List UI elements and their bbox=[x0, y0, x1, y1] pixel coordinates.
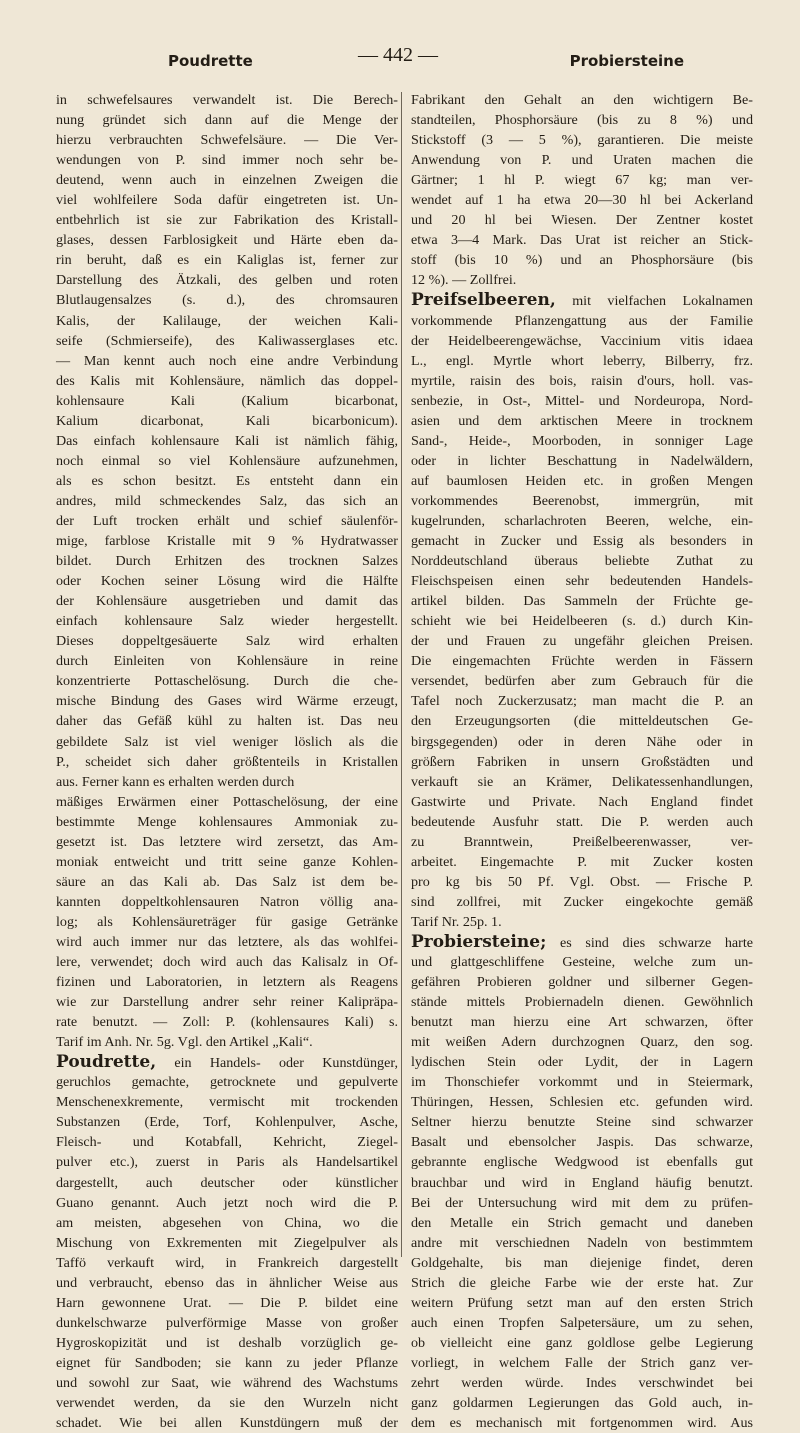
line-text: und glattgeschliffene Gesteine, welche zum un- bbox=[411, 954, 753, 971]
line-text: es sind dies schwarze harte bbox=[559, 934, 753, 951]
line-text: schieht wie bei Heidelbeeren (s. d.) durch Kin- bbox=[411, 613, 753, 630]
text-line bbox=[56, 371, 398, 391]
text-line bbox=[411, 792, 753, 812]
line-text: stände mittels Probiernadeln dienen. Gewöhnlich bbox=[411, 994, 753, 1011]
line-text: Guano genannt. Auch jetzt noch wird die P. bbox=[56, 1194, 398, 1211]
line-text: auch einen Tropfen Salpetersäure, um zu sehen, bbox=[411, 1314, 753, 1331]
text-line bbox=[56, 351, 398, 371]
line-text: wendet auf 1 ha etwa 20—30 hl bei Ackerland bbox=[411, 192, 753, 209]
text-line bbox=[411, 471, 753, 491]
text-line bbox=[56, 110, 398, 130]
text-line bbox=[56, 1092, 398, 1112]
text-line bbox=[411, 1413, 753, 1433]
text-line bbox=[411, 591, 753, 611]
text-line bbox=[56, 190, 398, 210]
line-text: mige, farblose Kristalle mit 9 % Hydratwasser bbox=[56, 533, 398, 550]
text-line bbox=[56, 1173, 398, 1193]
line-text: artikel bilden. Das Sammeln der Früchte ge- bbox=[411, 593, 753, 610]
text-line bbox=[411, 431, 753, 451]
line-text: L., engl. Myrtle whort leberry, Bilberry, frz. bbox=[411, 352, 753, 369]
line-text: benutzt man hierzu eine Art schwarzen, öfter bbox=[411, 1014, 753, 1031]
line-text: den Metalle ein Strich gemacht und daneben bbox=[411, 1214, 753, 1231]
text-line bbox=[56, 832, 398, 852]
text-line bbox=[56, 290, 398, 310]
line-text: als es schon besitzt. Es entsteht dann ein bbox=[56, 472, 398, 489]
line-text: mit weißen Adern durchzognen Quarz, den sog. bbox=[411, 1034, 753, 1051]
line-text: sind zollfrei, mit Zucker eingekochte gemäß bbox=[411, 893, 753, 910]
line-text: einfach kohlensaure Salz wieder hergestellt. bbox=[56, 613, 398, 630]
line-text: log; als Kohlensäureträger für gasige Getränke bbox=[56, 913, 398, 930]
line-text: senbezie, in Ost-, Mittel- und Nordeuropa, Nord- bbox=[411, 392, 753, 409]
line-text: ganz goldarmen Legierungen das Gold auch, in- bbox=[411, 1395, 753, 1412]
text-line bbox=[411, 250, 753, 270]
text-line bbox=[56, 711, 398, 731]
line-text: oder Kochen seiner Lösung wird die Hälfte bbox=[56, 573, 398, 590]
text-line bbox=[411, 912, 753, 932]
text-line bbox=[411, 571, 753, 591]
text-line bbox=[56, 852, 398, 872]
line-text: bildet. Durch Erhitzen des trocknen Salzes bbox=[56, 553, 398, 570]
text-line bbox=[411, 511, 753, 531]
line-text: hierzu verbrauchten Schwefelsäure. — Die Ver- bbox=[56, 132, 398, 149]
text-line bbox=[411, 732, 753, 752]
line-text: durch Einleiten von Kohlensäure in reine bbox=[56, 653, 398, 670]
entry-headword: Poudrette, bbox=[56, 1052, 157, 1073]
line-text: arbeitet. Eingemachte P. mit Zucker kosten bbox=[411, 853, 753, 870]
line-text: im Thonschiefer vorkommt und in Steiermark, bbox=[411, 1074, 753, 1091]
line-text: Mischung von Exkrementen mit Ziegelpulver als bbox=[56, 1234, 398, 1251]
line-text: Seltner hierzu benutzte Steine sind schwarzer bbox=[411, 1114, 753, 1131]
text-line bbox=[56, 872, 398, 892]
text-line bbox=[56, 1273, 398, 1293]
text-line bbox=[411, 812, 753, 832]
line-text: bedeutende Ausfuhr statt. Die P. werden auch bbox=[411, 813, 753, 830]
text-line bbox=[411, 230, 753, 250]
header-left-keyword: Poudrette bbox=[168, 52, 253, 70]
text-line bbox=[56, 691, 398, 711]
line-text: Substanzen (Erde, Torf, Kohlenpulver, Asche, bbox=[56, 1114, 398, 1131]
line-text: gesetzt ist. Das letztere wird zersetzt, das Am- bbox=[56, 833, 398, 850]
line-text: Tarif im Anh. Nr. 5g. Vgl. den Artikel „Kali“. bbox=[56, 1034, 313, 1051]
line-text: Darstellung des Ätzkali, des gelben und roten bbox=[56, 272, 398, 289]
text-line bbox=[56, 150, 398, 170]
text-line bbox=[411, 210, 753, 230]
text-line bbox=[411, 551, 753, 571]
text-line bbox=[56, 431, 398, 451]
text-line bbox=[56, 411, 398, 431]
text-line bbox=[56, 752, 398, 772]
text-line bbox=[411, 651, 753, 671]
line-text: Basalt und ebensolcher Jaspis. Das schwarze, bbox=[411, 1134, 753, 1151]
line-text: ein Handels- oder Kunstdünger, bbox=[174, 1055, 398, 1072]
text-line bbox=[56, 170, 398, 190]
text-line bbox=[411, 1213, 753, 1233]
line-text: Sand-, Heide-, Moorboden, in sonniger Lage bbox=[411, 432, 753, 449]
entry-headword: Probiersteine; bbox=[411, 931, 547, 952]
text-line bbox=[411, 491, 753, 511]
line-text: kugelrunden, scharlachroten Beeren, welche, ein- bbox=[411, 512, 753, 529]
text-line bbox=[411, 752, 753, 772]
line-text: 12 %). — Zollfrei. bbox=[411, 272, 517, 289]
line-text: Stickstoff (3 — 5 %), garantieren. Die meiste bbox=[411, 132, 753, 149]
entry-headword-line bbox=[411, 932, 753, 952]
line-text: und verbraucht, ebenso das in ähnlicher Weise aus bbox=[56, 1274, 398, 1291]
line-text: mit vielfachen Lokalnamen bbox=[572, 293, 753, 310]
line-text: noch einmal so viel Kohlensäure aufzunehmen, bbox=[56, 452, 398, 469]
text-line bbox=[411, 331, 753, 351]
text-line bbox=[411, 411, 753, 431]
line-text: Die eingemachten Früchte werden in Fässern bbox=[411, 653, 753, 670]
line-text: vorkommende Pflanzengattung aus der Familie bbox=[411, 312, 753, 329]
line-text: Tarif Nr. 25p. 1. bbox=[411, 913, 502, 930]
line-text: den Erzeugungsorten (die mitteldeutschen Ge- bbox=[411, 713, 753, 730]
text-line bbox=[411, 1012, 753, 1032]
line-text: gebildete Salz ist viel weniger löslich als die bbox=[56, 733, 398, 750]
text-line bbox=[56, 551, 398, 571]
line-text: Fleischspeisen einen sehr bedeutenden Handels- bbox=[411, 573, 753, 590]
text-line bbox=[56, 1313, 398, 1333]
text-line bbox=[411, 451, 753, 471]
text-line bbox=[411, 150, 753, 170]
text-line bbox=[411, 1132, 753, 1152]
text-line bbox=[56, 1152, 398, 1172]
text-line bbox=[411, 772, 753, 792]
line-text: Taffö verkauft wird, in Frankreich dargestellt bbox=[56, 1254, 398, 1271]
line-text: wendungen von P. sind immer noch sehr be- bbox=[56, 152, 398, 169]
line-text: wird auch immer nur das letztere, als das wohlfei- bbox=[56, 933, 398, 950]
text-line bbox=[56, 651, 398, 671]
line-text: fizinen und Laboratorien, in letztern als Reagens bbox=[56, 974, 398, 991]
text-line bbox=[411, 1373, 753, 1393]
text-line bbox=[411, 1173, 753, 1193]
text-line bbox=[411, 872, 753, 892]
line-text: oder in lichter Beschattung in Nadelwäldern, bbox=[411, 452, 753, 469]
line-text: eignet für Sandboden; sie kann zu jeder Pflanze bbox=[56, 1354, 398, 1371]
line-text: Bei der Untersuchung wird mit dem zu prüfen- bbox=[411, 1194, 753, 1211]
line-text: versendet, bedürfen aber zum Gebrauch für die bbox=[411, 673, 753, 690]
line-text: dem es mechanisch mit fortgenommen wird. Aus bbox=[411, 1415, 753, 1432]
line-text: Gärtner; 1 hl P. wiegt 67 kg; man ver- bbox=[411, 172, 753, 189]
text-line bbox=[56, 1353, 398, 1373]
text-line bbox=[56, 972, 398, 992]
text-line bbox=[56, 1032, 398, 1052]
text-line bbox=[56, 1213, 398, 1233]
line-text: der Kohlensäure ausgetrieben und damit das bbox=[56, 593, 398, 610]
line-text: konzentrierte Pottaschelösung. Durch die che- bbox=[56, 673, 398, 690]
running-header bbox=[56, 44, 740, 78]
text-line bbox=[56, 471, 398, 491]
line-text: viel wohlfeilere Soda dafür eingetreten ist. Un- bbox=[56, 192, 398, 209]
line-text: kannten doppeltkohlensauren Natron völlig ana- bbox=[56, 893, 398, 910]
entry-headword-line bbox=[411, 290, 753, 310]
line-text: moniak entweicht und tritt seine ganze Kohlen- bbox=[56, 853, 398, 870]
line-text: der Heidelbeerengewächse, Vaccinium vitis idaea bbox=[411, 332, 753, 349]
text-line bbox=[56, 391, 398, 411]
line-text: wie zur Darstellung andrer sehr reiner Kalipräpa- bbox=[56, 994, 398, 1011]
line-text: und sowohl zur Saat, wie während des Wachstums bbox=[56, 1375, 398, 1391]
text-line bbox=[56, 90, 398, 110]
text-line bbox=[411, 1052, 753, 1072]
line-text: seife (Schmierseife), des Kaliwasserglases etc. bbox=[56, 332, 398, 349]
line-text: des Kalis mit Kohlensäure, nämlich das doppel- bbox=[56, 372, 398, 389]
text-line bbox=[56, 1072, 398, 1092]
line-text: vorkommendes Beerenobst, immergrün, mit bbox=[411, 492, 753, 509]
line-text: lere, verwendet; doch wird auch das Kalisalz in Of- bbox=[56, 954, 398, 971]
line-text: Hygroskopizität und ist deshalb vorzüglich ge- bbox=[56, 1334, 398, 1351]
text-line bbox=[56, 812, 398, 832]
line-text: mische Bindung des Gases wird Wärme erzeugt, bbox=[56, 693, 398, 710]
line-text: Fleisch- und Kotabfall, Kehricht, Ziegel- bbox=[56, 1134, 398, 1151]
text-line bbox=[56, 130, 398, 150]
text-line bbox=[56, 892, 398, 912]
text-line bbox=[411, 1092, 753, 1112]
text-line bbox=[411, 1193, 753, 1213]
text-line bbox=[411, 130, 753, 150]
line-text: Goldgehalte, bis man diejenige findet, deren bbox=[411, 1254, 753, 1271]
text-line bbox=[56, 571, 398, 591]
text-line bbox=[56, 451, 398, 471]
text-line bbox=[411, 1253, 753, 1273]
line-text: nung gründet sich dann auf die Menge der bbox=[56, 112, 398, 129]
line-text: glases, dessen Farblosigkeit und Härte eben da- bbox=[56, 232, 398, 249]
text-line bbox=[411, 852, 753, 872]
line-text: Harn gewonnene Urat. — Die P. bildet eine bbox=[56, 1294, 398, 1311]
text-line bbox=[411, 972, 753, 992]
text-line bbox=[56, 511, 398, 531]
text-line bbox=[56, 912, 398, 932]
text-line bbox=[56, 1393, 398, 1413]
text-line bbox=[56, 531, 398, 551]
line-text: lydischen Stein oder Lydit, der in Lagern bbox=[411, 1054, 753, 1071]
line-text: Gastwirte und Private. Nach England findet bbox=[411, 793, 753, 810]
text-line bbox=[411, 892, 753, 912]
line-text: entbehrlich ist sie zur Fabrikation des Kristall- bbox=[56, 212, 398, 229]
text-line bbox=[411, 190, 753, 210]
line-text: kohlensaure Kali (Kalium bicarbonat, bbox=[56, 392, 398, 409]
text-line bbox=[56, 270, 398, 290]
line-text: aus. Ferner kann es erhalten werden durch bbox=[56, 773, 295, 790]
line-text: am meisten, abgesehen von China, wo die bbox=[56, 1214, 398, 1231]
text-line bbox=[411, 90, 753, 110]
text-line bbox=[56, 591, 398, 611]
line-text: in schwefelsaures verwandelt ist. Die Berech- bbox=[56, 92, 398, 108]
text-line bbox=[411, 1353, 753, 1373]
line-text: größern Fabriken in unsern Großstädten und bbox=[411, 753, 753, 770]
page-number: — 442 — bbox=[358, 44, 438, 66]
line-text: mäßiges Erwärmen einer Pottaschelösung, der eine bbox=[56, 793, 398, 810]
text-line bbox=[411, 170, 753, 190]
text-line bbox=[56, 932, 398, 952]
line-text: andres, mild schmeckendes Salz, das sich an bbox=[56, 492, 398, 509]
text-line bbox=[56, 230, 398, 250]
text-line bbox=[411, 691, 753, 711]
line-text: stoff (bis 10 %) und an Phosphorsäure (bis bbox=[411, 252, 753, 269]
line-text: Fabrikant den Gehalt an den wichtigern Be- bbox=[411, 92, 753, 108]
line-text: zu Branntwein, Preißelbeerenwasser, ver- bbox=[411, 833, 753, 850]
line-text: Dieses doppeltgesäuerte Salz wird erhalten bbox=[56, 633, 398, 650]
line-text: vorliegt, in welchem Falle der Strich ganz ver- bbox=[411, 1354, 753, 1371]
column-divider bbox=[401, 92, 402, 1257]
line-text: dunkelschwarze pulverförmige Masse von großer bbox=[56, 1314, 398, 1331]
line-text: rate benutzt. — Zoll: P. (kohlensaures Kali) s. bbox=[56, 1014, 398, 1031]
line-text: etwa 3—4 Mark. Das Urat ist reicher an Stick- bbox=[411, 232, 753, 249]
line-text: geruchlos gemachte, getrocknete und gepulverte bbox=[56, 1074, 398, 1091]
line-text: verwendet werden, da sie den Wurzeln nicht bbox=[56, 1395, 398, 1412]
text-line bbox=[411, 311, 753, 331]
line-text: brauchbar und wird in England häufig benutzt. bbox=[411, 1174, 753, 1191]
text-line bbox=[56, 1112, 398, 1132]
line-text: ob vielleicht eine ganz goldlose gelbe Legierung bbox=[411, 1334, 753, 1351]
line-text: zehrt werden würde. Indes verschwindet bei bbox=[411, 1375, 753, 1391]
text-line bbox=[56, 210, 398, 230]
line-text: daher das Gefäß kühl zu halten ist. Das neu bbox=[56, 713, 398, 730]
text-line bbox=[56, 1233, 398, 1253]
text-line bbox=[411, 1393, 753, 1413]
text-line bbox=[411, 531, 753, 551]
text-line bbox=[411, 611, 753, 631]
text-line bbox=[411, 832, 753, 852]
text-line bbox=[56, 1132, 398, 1152]
line-text: dargestellt, auch deutscher oder künstlicher bbox=[56, 1174, 398, 1191]
text-line bbox=[56, 311, 398, 331]
text-line bbox=[411, 952, 753, 972]
line-text: Thüringen, Hessen, Schlesien etc. gefunden wird. bbox=[411, 1094, 753, 1111]
text-line bbox=[56, 250, 398, 270]
text-line bbox=[56, 952, 398, 972]
text-line bbox=[56, 611, 398, 631]
line-text: und 20 hl bei Wiesen. Der Zentner kostet bbox=[411, 212, 753, 229]
line-text: gebrannte englische Wedgwood ist ebenfalls gut bbox=[411, 1154, 753, 1171]
line-text: gemacht in Zucker und Essig als besonders in bbox=[411, 533, 753, 550]
line-text: Norddeutschland überaus beliebte Zuthat zu bbox=[411, 553, 753, 570]
text-line bbox=[411, 711, 753, 731]
text-line bbox=[56, 792, 398, 812]
text-line bbox=[411, 631, 753, 651]
left-column bbox=[56, 90, 398, 1432]
text-line bbox=[56, 631, 398, 651]
text-line bbox=[411, 1293, 753, 1313]
text-line bbox=[56, 671, 398, 691]
line-text: pulver etc.), zuerst in Paris als Handelsartikel bbox=[56, 1154, 398, 1171]
text-line bbox=[411, 992, 753, 1012]
text-line bbox=[411, 371, 753, 391]
line-text: Anwendung von P. und Uraten machen die bbox=[411, 152, 753, 169]
text-line bbox=[56, 1373, 398, 1393]
line-text: — Man kennt auch noch eine andre Verbindung bbox=[56, 352, 398, 369]
header-right-keyword: Probiersteine bbox=[569, 52, 684, 70]
text-line bbox=[411, 671, 753, 691]
text-line bbox=[411, 1273, 753, 1293]
text-line bbox=[56, 1253, 398, 1273]
text-line bbox=[411, 270, 753, 290]
line-text: asien und dem arktischen Meere in trocknem bbox=[411, 412, 753, 429]
line-text: Das einfach kohlensaure Kali ist nämlich fähig, bbox=[56, 432, 398, 449]
line-text: andre mit verschiednen Nadeln von bestimmtem bbox=[411, 1234, 753, 1251]
text-line bbox=[411, 1333, 753, 1353]
line-text: Blutlaugensalzes (s. d.), des chromsauren bbox=[56, 292, 398, 309]
text-line bbox=[411, 1233, 753, 1253]
line-text: birgsgegenden) oder in deren Nähe oder in bbox=[411, 733, 753, 750]
line-text: verkauft sie an Krämer, Delikatessenhandlungen, bbox=[411, 773, 753, 790]
line-text: weitern Prüfung setzt man auf den ersten Strich bbox=[411, 1294, 753, 1311]
line-text: schadet. Wie bei allen Kunstdüngern muß der bbox=[56, 1415, 398, 1432]
text-line bbox=[411, 1032, 753, 1052]
text-line bbox=[411, 110, 753, 130]
line-text: auf baumlosen Heiden etc. in großen Mengen bbox=[411, 472, 753, 489]
text-line bbox=[56, 1333, 398, 1353]
line-text: Kalium dicarbonat, Kali bicarbonicum). bbox=[56, 412, 398, 429]
text-line bbox=[411, 1112, 753, 1132]
text-line bbox=[56, 1413, 398, 1433]
line-text: der und Frauen zu ungefähr gleichen Preisen. bbox=[411, 633, 753, 650]
text-line bbox=[56, 772, 398, 792]
line-text: Menschenexkremente, vermischt mit trockenden bbox=[56, 1094, 398, 1111]
line-text: rin beruht, daß es ein Kaliglas ist, ferner zur bbox=[56, 252, 398, 269]
line-text: standteilen, Phosphorsäure (bis zu 8 %) und bbox=[411, 112, 753, 129]
text-line bbox=[411, 391, 753, 411]
line-text: P., scheidet sich daher größtenteils in Kristallen bbox=[56, 753, 398, 770]
line-text: säure an das Kali ab. Das Salz ist dem be- bbox=[56, 873, 398, 890]
text-line bbox=[56, 491, 398, 511]
line-text: Kalis, der Kalilauge, der weichen Kali- bbox=[56, 312, 398, 329]
line-text: pro kg bis 50 Pf. Vgl. Obst. — Frische P. bbox=[411, 873, 753, 890]
text-line bbox=[56, 992, 398, 1012]
right-column bbox=[411, 90, 753, 1432]
text-line bbox=[56, 732, 398, 752]
line-text: der Luft trocken erhält und schief säulenför- bbox=[56, 512, 398, 529]
text-line bbox=[56, 1193, 398, 1213]
line-text: myrtile, raisin des bois, raisin d'ours, holl. vas- bbox=[411, 372, 753, 389]
text-line bbox=[411, 1152, 753, 1172]
text-line bbox=[56, 1293, 398, 1313]
text-line bbox=[411, 1072, 753, 1092]
line-text: Tafel noch Zuckerzusatz; man macht die P. an bbox=[411, 693, 753, 710]
entry-headword: Preifselbeeren, bbox=[411, 290, 556, 311]
line-text: bestimmte Menge kohlensaures Ammoniak zu- bbox=[56, 813, 398, 830]
entry-headword-line bbox=[56, 1052, 398, 1072]
text-line bbox=[411, 1313, 753, 1333]
line-text: gefähren Probieren goldner und silberner Gegen- bbox=[411, 974, 753, 991]
line-text: Strich die gleiche Farbe wie der erste hat. Zur bbox=[411, 1274, 753, 1291]
text-line bbox=[56, 1012, 398, 1032]
line-text: deutend, wenn auch in einzelnen Zweigen die bbox=[56, 172, 398, 189]
text-line bbox=[411, 351, 753, 371]
text-line bbox=[56, 331, 398, 351]
